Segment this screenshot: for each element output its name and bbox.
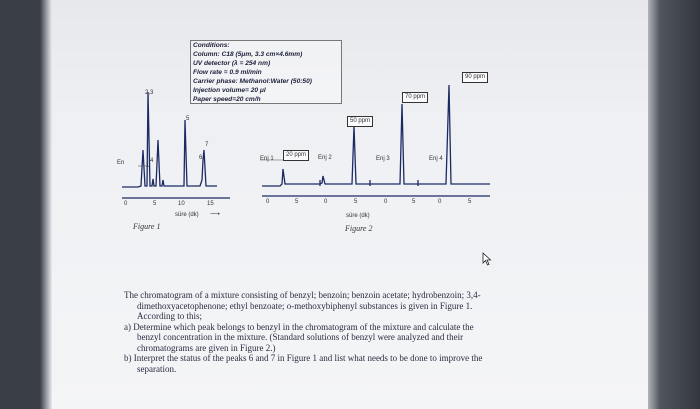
std-50ppm-label: 50 ppm (347, 116, 373, 127)
mouse-pointer-icon (482, 252, 492, 266)
fig1-peak-label-4: 4 (150, 158, 154, 164)
fig2-injection-4: Enj 4 (429, 156, 443, 162)
fig2-injection-2: Enj 2 (318, 155, 332, 161)
question-intro-line2: dimethoxyacetophenone; ethyl benzoate; o-methoxybiphenyl substances is given in Figure 1. (137, 300, 473, 311)
fig1-tick-5: 5 (153, 201, 157, 207)
question-a-line3: chromatograms are given in Figure 2.) (137, 342, 276, 353)
condition-injection: Injection volume= 20 μl (193, 87, 266, 94)
fig2-tick-4: 5 (354, 199, 358, 205)
fig2-tick-3: 0 (324, 199, 328, 205)
question-b-line2: separation. (137, 363, 177, 374)
fig1-tick-15: 15 (207, 201, 214, 207)
std-90ppm-label: 90 ppm (462, 72, 488, 83)
fig1-axis-arrow: ⟶ (210, 211, 221, 218)
fig1-peak-label-7: 7 (205, 142, 209, 148)
fig1-peak-label-5: 5 (186, 116, 190, 122)
fig1-tick-10: 10 (178, 201, 185, 207)
fig2-injection-3: Enj 3 (376, 156, 390, 162)
fig2-tick-2: 5 (295, 199, 299, 205)
figure1-trace (122, 92, 217, 187)
figure2-caption: Figure 2 (345, 224, 373, 233)
question-text (124, 290, 594, 374)
fig2-tick-8: 5 (468, 199, 472, 205)
question-b-line1: b) Interpret the status of the peaks 6 and 7 in Figure 1 and list what needs to be done to improve the (124, 353, 483, 363)
fig2-tick-7: 0 (438, 199, 442, 205)
std-20ppm-label: 20 ppm (283, 150, 309, 161)
fig1-axis-label: süre (dk) (175, 212, 199, 218)
fig1-peak-label-1: 1 (146, 163, 150, 169)
question-a-line2: benzyl concentration in the mixture. (Standard solutions of benzyl were analyzed and their (137, 332, 464, 342)
condition-paper-speed: Paper speed=20 cm/h (193, 96, 261, 103)
fig1-injection-label: En (117, 160, 125, 166)
fig1-peak-label-23: 2,3 (145, 90, 154, 96)
fig1-peak-label-6: 6 (199, 155, 203, 161)
std-70ppm-label: 70 ppm (402, 92, 428, 103)
fig2-tick-6: 5 (412, 199, 416, 205)
fig2-tick-5: 0 (384, 199, 388, 205)
question-intro-line1: The chromatogram of a mixture consisting of benzyl; benzoin; benzoin acetate; hydrobenzoin; 3,4- (124, 290, 481, 300)
fig2-injection-1: Enj 1 (260, 156, 274, 162)
question-a-line1: a) Determine which peak belongs to benzyl in the chromatogram of the mixture and calculate the (124, 321, 474, 332)
fig1-tick-0: 0 (124, 201, 128, 207)
fig2-tick-1: 0 (266, 199, 270, 205)
condition-carrier: Carrier phase: Methanol:Water (50:50) (193, 78, 312, 85)
figure2-trace (262, 85, 490, 186)
question-intro-line3: According to this; (137, 311, 202, 321)
condition-column: Column: C18 (5μm, 3.3 cm×4.6mm) (193, 51, 303, 58)
condition-detector: UV detector (λ = 254 nm) (193, 60, 271, 67)
figure1-caption: Figure 1 (133, 222, 161, 231)
conditions-heading: Conditions: (193, 42, 230, 49)
condition-flow: Flow rate = 0.9 ml/min (193, 69, 262, 76)
fig2-axis-label: süre (dk) (346, 213, 370, 219)
